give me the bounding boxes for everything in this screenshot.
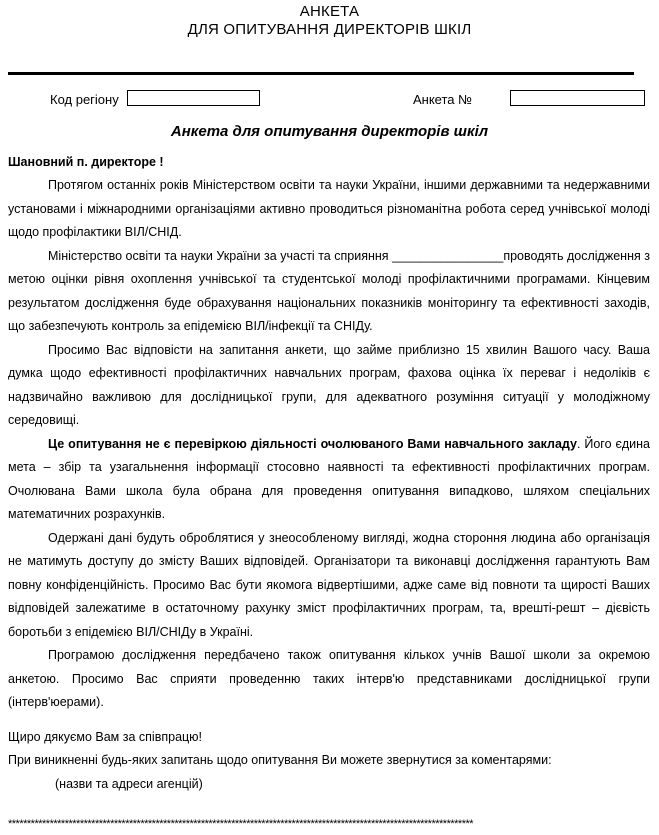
paragraph-6: Програмою дослідження передбачено також опитування кількох учнів Вашої школи за окремою анкетою. Просимо Вас сприяти проведенню таких інтерв'ю представниками дослідницької групи (інтерв'юерами).: [8, 648, 650, 709]
paragraph-5: Одержані дані будуть оброблятися у знеособленому вигляді, жодна стороння людина або організація не матимуть доступу до змісту Ваших відповідей. Організатори та виконавці дослідження гарантують Вам повну конфіденційність. Просимо Вас бути якомога відвертішими, адже саме від повноти та щирості Ваших відповідей залежатиме в остаточному рахунку зміст профілактичних програм, та, врешті-решт – дієвість боротьби з епідемією ВІЛ/СНІДу в Україні.: [8, 530, 650, 639]
paragraph-3: Просимо Вас відповісти на запитання анкети, що займе приблизно 15 хвилин Вашого часу. Ваша думка щодо ефективності профілактичних навчальних програм, фахова оцінка їх переваг і недоліків є надзвичайно важливою для дослідницької групи, для адекватного розуміння ситуації у молодіжному середовищі.: [8, 342, 650, 427]
region-code-label: Код регіону: [50, 92, 119, 107]
form-title: Анкета для опитування директорів шкіл: [170, 123, 489, 140]
separator-stars: ***************************************************************************************************************************: [8, 818, 474, 830]
contact-line: При виникненні будь-яких запитань щодо опитування Ви можете звернутися за коментарями:: [8, 753, 552, 767]
paragraph-4: [8, 433, 650, 527]
greeting: Шановний п. директоре !: [8, 155, 164, 169]
paragraph-1: Протягом останніх років Міністерством освіти та науки України, іншими державними та недержавними установами і міжнародними організаціями активно проводиться різноманітна робота серед учнівської молоді щодо профілактики ВІЛ/СНІД.: [8, 178, 650, 239]
region-code-field[interactable]: [127, 90, 260, 106]
agencies-placeholder: (назви та адреси агенцій): [55, 777, 203, 791]
intro-text: [8, 174, 650, 715]
document-header-line1: АНКЕТА: [299, 3, 360, 20]
form-number-field[interactable]: [510, 90, 645, 106]
thanks-line: Щиро дякуємо Вам за співпрацю!: [8, 730, 203, 744]
document-header-line2: ДЛЯ ОПИТУВАННЯ ДИРЕКТОРІВ ШКІЛ: [187, 21, 472, 38]
paragraph-2: Міністерство освіти та науки України за участі та сприяння ________________проводять дослідження з метою оцінки рівня охоплення учнівської та студентської молоді профілактичними програмами. Кінцевим результатом дослідження буде обрахування національних показників моніторингу та ефективності заходів, що забезпечують контроль за епідемією ВІЛ/інфекції та СНІДу.: [8, 248, 650, 333]
header-divider: [8, 72, 634, 75]
paragraph-4-rest: . Його єдина мета – збір та узагальнення інформації стосовно наявності та ефективності профілактичних програм. Очолювана Вами школа була обрана для проведення опитування випадково, шляхом спеціальних математичних розрахунків.: [8, 436, 650, 521]
form-number-label: Анкета №: [413, 92, 473, 107]
paragraph-4-bold: Це опитування не є перевіркою діяльності очолюваного Вами навчального закладу: [48, 436, 577, 451]
